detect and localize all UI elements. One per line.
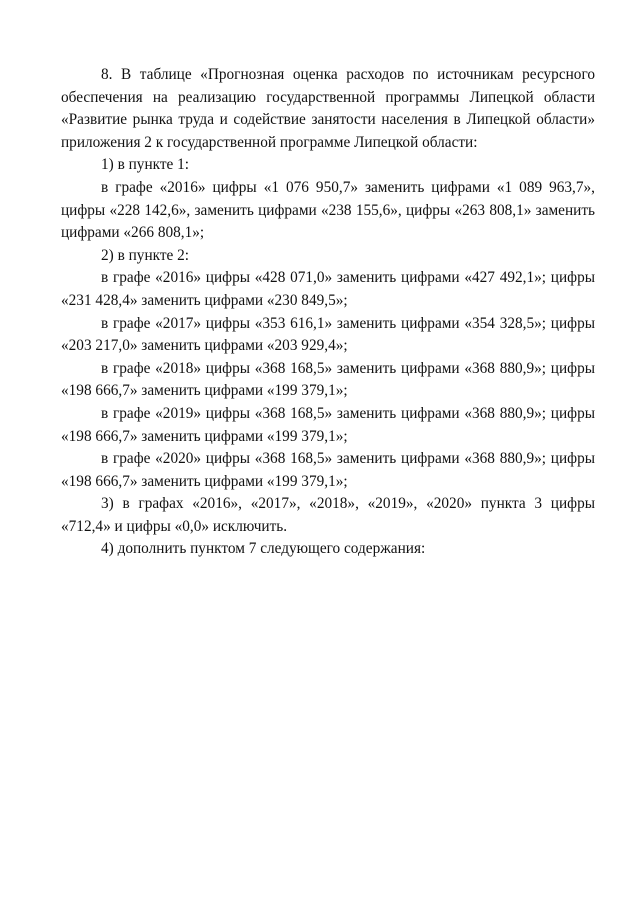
paragraph-subitem-3: 3) в графах «2016», «2017», «2018», «2019», «2020» пункта 3 цифры «712,4» и цифры «0,0» исключить. xyxy=(61,495,595,535)
paragraph-subitem-1: 1) в пункте 1: xyxy=(101,156,190,174)
paragraph-point-1-2016: в графе «2016» цифры «1 076 950,7» заменить цифрами «1 089 963,7», цифры «228 142,6», заменить цифрами «238 155,6», цифры «263 808,1» заменить цифрами «266 808,1»; xyxy=(61,178,595,242)
paragraph-point-2-2016: в графе «2016» цифры «428 071,0» заменить цифрами «427 492,1»; цифры «231 428,4» заменить цифрами «230 849,5»; xyxy=(61,269,595,309)
paragraph-point-2-2020: в графе «2020» цифры «368 168,5» заменить цифрами «368 880,9»; цифры «198 666,7» заменить цифрами «199 379,1»; xyxy=(61,450,595,490)
paragraph-point-2-2019: в графе «2019» цифры «368 168,5» заменить цифрами «368 880,9»; цифры «198 666,7» заменить цифрами «199 379,1»; xyxy=(61,404,595,445)
paragraph-point-2-2017: в графе «2017» цифры «353 616,1» заменить цифрами «354 328,5»; цифры «203 217,0» заменить цифрами «203 929,4»; xyxy=(61,314,595,355)
paragraph-point-2-2018: в графе «2018» цифры «368 168,5» заменить цифрами «368 880,9»; цифры «198 666,7» заменить цифрами «199 379,1»; xyxy=(61,359,595,400)
paragraph-subitem-4: 4) дополнить пунктом 7 следующего содержания: xyxy=(101,540,426,558)
paragraph-item-8-intro: 8. В таблице «Прогнозная оценка расходов по источникам ресурсного обеспечения на реализацию государственной программы Липецкой области «Развитие рынка труда и содействие занятости населения в Липецкой области» приложения 2 к государственной программе Липецкой области: xyxy=(61,66,595,151)
document-page xyxy=(61,64,595,561)
paragraph-subitem-2: 2) в пункте 2: xyxy=(101,246,190,264)
